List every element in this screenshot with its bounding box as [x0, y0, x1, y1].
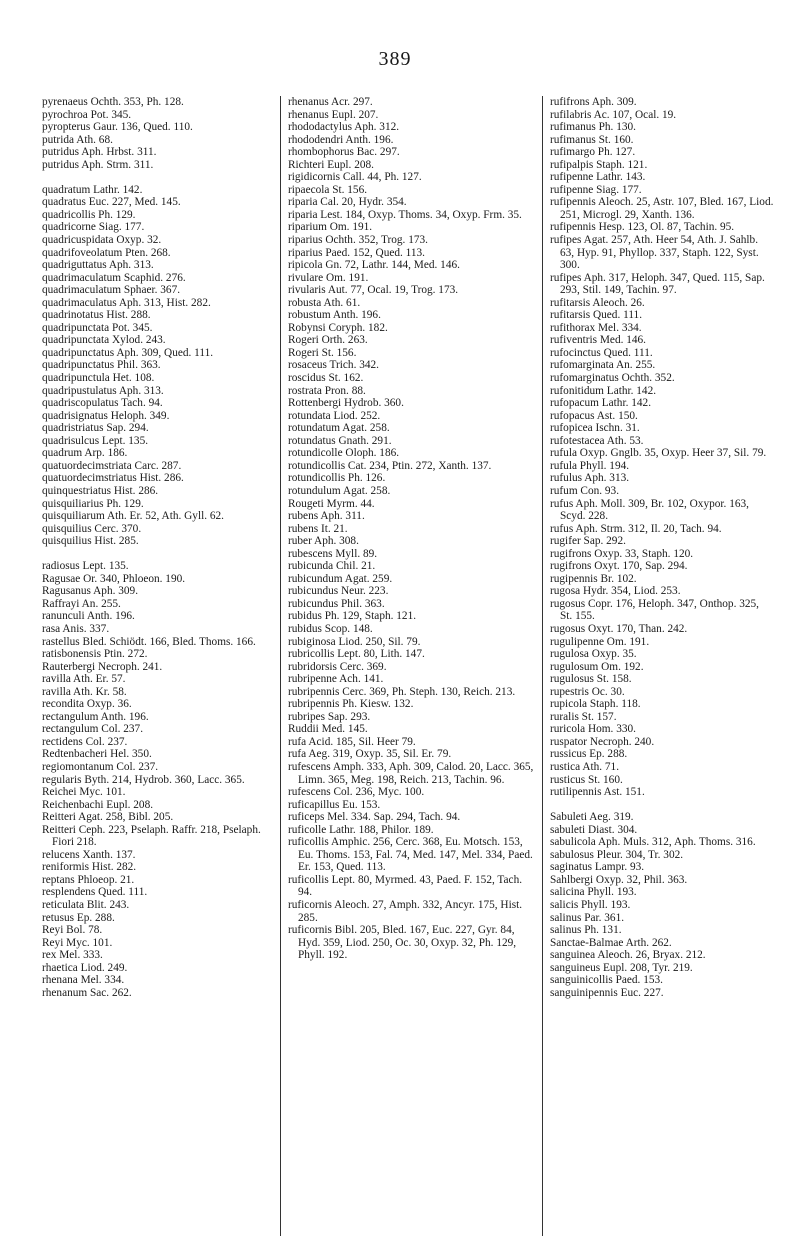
index-entry: salinus Par. 361.: [550, 911, 625, 924]
index-entry: regiomontanum Col. 237.: [42, 760, 159, 773]
section-gap: [550, 799, 774, 812]
index-entry: rustica Ath. 71.: [550, 760, 620, 773]
index-entry: riparium Om. 191.: [288, 221, 373, 234]
index-entry: pyrenaeus Ochth. 353, Ph. 128.: [42, 96, 184, 108]
index-entry: quadrimaculatum Sphaer. 367.: [42, 284, 181, 297]
index-entry: rhenanus Acr. 297.: [288, 96, 373, 108]
index-entry: Ragusanus Aph. 309.: [42, 585, 139, 598]
index-entry: quinquestriatus Hist. 286.: [42, 484, 159, 497]
index-entry: rhododactylus Aph. 312.: [288, 121, 400, 134]
index-entry: quadrinotatus Hist. 288.: [42, 309, 151, 322]
index-entry: rubescens Myll. 89.: [288, 547, 378, 560]
index-entry: rubridorsis Cerc. 369.: [288, 660, 387, 673]
index-entry: rubidus Scop. 148.: [288, 622, 373, 635]
index-entry: rubripennis Ph. Kiesw. 132.: [288, 698, 414, 711]
index-entry: rufipennis Aleoch. 25, Astr. 107, Bled. 167, Liod. 251, Microgl. 29, Xanth. 136.: [550, 196, 774, 221]
index-entry: Reitteri Agat. 258, Bibl. 205.: [42, 811, 174, 824]
index-entry: Rauterbergi Necroph. 241.: [42, 660, 163, 673]
index-entry: rufa Acid. 185, Sil. Heer 79.: [288, 735, 416, 748]
index-entry: Ruddii Med. 145.: [288, 723, 368, 736]
index-entry: Rougeti Myrm. 44.: [288, 497, 375, 510]
index-entry: rufula Phyll. 194.: [550, 459, 630, 472]
index-entry: quatuordecimstriata Carc. 287.: [42, 459, 182, 472]
index-entry: rufotestacea Ath. 53.: [550, 434, 644, 447]
index-entry: rivulare Om. 191.: [288, 271, 369, 284]
index-entry: rectidens Col. 237.: [42, 735, 128, 748]
index-entry: ratisbonensis Ptin. 272.: [42, 648, 148, 661]
index-entry: quisquilius Cerc. 370.: [42, 522, 142, 535]
index-entry: sanguineus Eupl. 208, Tyr. 219.: [550, 961, 693, 974]
index-entry: quadripunctata Pot. 345.: [42, 321, 153, 334]
index-entry: rufus Aph. Moll. 309, Br. 102, Oxypor. 163, Scyd. 228.: [550, 497, 749, 523]
index-entry: ruficollis Lept. 80, Myrmed. 43, Paed. F. 152, Tach. 94.: [288, 873, 523, 899]
index-entry: Sanctae-Balmae Arth. 262.: [550, 936, 672, 949]
index-entry: reptans Phloeop. 21.: [42, 873, 135, 886]
index-entry: rubicundum Agat. 259.: [288, 572, 393, 585]
index-entry: quadrum Arp. 186.: [42, 447, 128, 460]
index-entry: quadricuspidata Oxyp. 32.: [42, 234, 162, 247]
index-entry: ruficollis Amphic. 256, Cerc. 368, Eu. Motsch. 153, Eu. Thoms. 153, Fal. 74, Med. 147, Mel. 334, Paed. Er. 153, Qued. 113.: [288, 836, 533, 874]
section-gap: [42, 171, 274, 184]
column-divider: [280, 96, 281, 1236]
index-entry: salicis Phyll. 193.: [550, 899, 631, 911]
index-entry: rufum Con. 93.: [550, 484, 620, 497]
index-entry: rigidicornis Call. 44, Ph. 127.: [288, 171, 422, 184]
index-entry: rugulipenne Om. 191.: [550, 635, 650, 648]
index-column-3: [550, 96, 774, 999]
index-entry: riparius Paed. 152, Qued. 113.: [288, 246, 426, 259]
index-entry: rubripennis Cerc. 369, Ph. Steph. 130, Reich. 213.: [288, 685, 516, 698]
index-entry: rotundata Liod. 252.: [288, 409, 381, 422]
index-entry: ruricola Hom. 330.: [550, 723, 636, 736]
index-entry: rotundicollis Cat. 234, Ptin. 272, Xanth. 137.: [288, 459, 492, 472]
section-gap: [42, 548, 274, 561]
index-entry: quadrimaculatum Scaphid. 276.: [42, 271, 186, 284]
index-entry: quadrifoveolatum Pten. 268.: [42, 246, 171, 259]
index-entry: rubiginosa Liod. 250, Sil. 79.: [288, 635, 421, 648]
index-entry: rufopacus Ast. 150.: [550, 409, 638, 422]
index-entry: Redtenbacheri Hel. 350.: [42, 748, 152, 761]
index-entry: rupicola Staph. 118.: [550, 698, 641, 711]
index-entry: riparia Lest. 184, Oxyp. Thoms. 34, Oxyp. Frm. 35.: [288, 208, 522, 221]
index-entry: rufimanus St. 160.: [550, 133, 634, 146]
index-entry: robusta Ath. 61.: [288, 296, 361, 309]
index-entry: quadripustulatus Aph. 313.: [42, 384, 164, 397]
index-entry: reticulata Blit. 243.: [42, 899, 130, 911]
index-entry: pyrochroa Pot. 345.: [42, 108, 132, 121]
index-entry: quadricollis Ph. 129.: [42, 208, 136, 221]
index-entry: rufimanus Ph. 130.: [550, 121, 636, 134]
index-entry: rupestris Oc. 30.: [550, 685, 625, 698]
index-entry: rufiventris Med. 146.: [550, 334, 647, 347]
index-column-2: [288, 96, 534, 962]
index-entry: Rottenbergi Hydrob. 360.: [288, 397, 404, 410]
index-entry: rufa Aeg. 319, Oxyp. 35, Sil. Er. 79.: [288, 748, 452, 761]
index-entry: quadriscopulatus Tach. 94.: [42, 397, 163, 410]
index-entry: rubripenne Ach. 141.: [288, 673, 384, 686]
index-entry: rufomarginatus Ochth. 352.: [550, 372, 675, 385]
index-entry: rugipennis Br. 102.: [550, 572, 637, 585]
index-entry: ruficolle Lathr. 188, Philor. 189.: [288, 823, 434, 836]
index-entry: rhenana Mel. 334.: [42, 974, 125, 987]
index-entry: pyropterus Gaur. 136, Qued. 110.: [42, 121, 193, 134]
index-entry: ruficapillus Eu. 153.: [288, 798, 381, 811]
index-entry: rufilabris Ac. 107, Ocal. 19.: [550, 108, 677, 121]
page-number: 389: [378, 48, 412, 70]
index-entry: quadripunctatus Phil. 363.: [42, 359, 161, 372]
index-entry: rugosus Oxyt. 170, Than. 242.: [550, 622, 688, 635]
index-entry: rufipenne Siag. 177.: [550, 183, 642, 196]
index-entry: Sahlbergi Oxyp. 32, Phil. 363.: [550, 873, 688, 886]
index-entry: ruralis St. 157.: [550, 710, 617, 723]
index-entry: sabuleti Diast. 304.: [550, 823, 638, 836]
index-entry: ripicola Gn. 72, Lathr. 144, Med. 146.: [288, 259, 460, 272]
index-entry: rufopacum Lathr. 142.: [550, 397, 652, 410]
index-entry: rhenanus Eupl. 207.: [288, 108, 379, 121]
index-entry: salicina Phyll. 193.: [550, 886, 637, 899]
index-entry: ravilla Ath. Er. 57.: [42, 673, 126, 686]
index-entry: rectangulum Anth. 196.: [42, 710, 149, 723]
index-entry: reniformis Hist. 282.: [42, 861, 137, 874]
index-entry: rotundatus Gnath. 291.: [288, 434, 392, 447]
index-entry: salinus Ph. 131.: [550, 924, 622, 937]
index-entry: quadrisulcus Lept. 135.: [42, 434, 149, 447]
index-entry: rufescens Col. 236, Myc. 100.: [288, 786, 425, 799]
index-entry: Rogeri St. 156.: [288, 346, 357, 359]
index-entry: riparius Ochth. 352, Trog. 173.: [288, 234, 428, 247]
index-entry: sabulosus Pleur. 304, Tr. 302.: [550, 848, 684, 861]
index-entry: rectangulum Col. 237.: [42, 723, 144, 736]
index-entry: rubicundus Neur. 223.: [288, 585, 389, 598]
index-entry: Raffrayi An. 255.: [42, 597, 121, 610]
index-entry: rubens Aph. 311.: [288, 510, 365, 523]
index-entry: rufipenne Lathr. 143.: [550, 171, 646, 184]
index-entry: robustum Anth. 196.: [288, 309, 381, 322]
index-entry: quadripunctata Xylod. 243.: [42, 334, 166, 347]
index-entry: quisquiliarius Ph. 129.: [42, 497, 144, 510]
index-entry: regularis Byth. 214, Hydrob. 360, Lacc. 365.: [42, 773, 245, 786]
index-entry: rotundatum Agat. 258.: [288, 422, 390, 435]
index-entry: rufula Oxyp. Gnglb. 35, Oxyp. Heer 37, Sil. 79.: [550, 447, 767, 460]
index-entry: rotundulum Agat. 258.: [288, 484, 391, 497]
index-column-1: [42, 96, 274, 999]
index-entry: rufescens Amph. 333, Aph. 309, Calod. 20, Lacc. 365, Limn. 365, Meg. 198, Reich. 213, Tachin. 96.: [288, 760, 534, 786]
index-entry: ruficeps Mel. 334. Sap. 294, Tach. 94.: [288, 811, 461, 824]
index-entry: ruficornis Bibl. 205, Bled. 167, Euc. 227, Gyr. 84, Hyd. 359, Liod. 250, Oc. 30, Oxyp. 32, Ph. 129, Phyll. 192.: [288, 924, 517, 962]
index-entry: rhaetica Liod. 249.: [42, 961, 128, 974]
index-entry: rufipes Aph. 317, Heloph. 347, Qued. 115, Sap. 293, Stil. 149, Tachin. 97.: [550, 271, 765, 297]
index-entry: quadricorne Siag. 177.: [42, 221, 145, 234]
index-entry: rostrata Pron. 88.: [288, 384, 366, 397]
index-entry: rugifrons Oxyp. 33, Staph. 120.: [550, 547, 694, 560]
index-entry: rufulus Aph. 313.: [550, 472, 630, 485]
index-entry: rastellus Bled. Schiödt. 166, Bled. Thoms. 166.: [42, 635, 256, 648]
index-entry: recondita Oxyp. 36.: [42, 698, 132, 711]
index-entry: sanguinea Aleoch. 26, Bryax. 212.: [550, 949, 706, 962]
index-entry: rufomarginata An. 255.: [550, 359, 656, 372]
index-entry: rufifrons Aph. 309.: [550, 96, 637, 108]
index-entry: ruspator Necroph. 240.: [550, 735, 655, 748]
index-entry: quadratum Lathr. 142.: [42, 183, 143, 196]
index-entry: quadripunctula Het. 108.: [42, 372, 155, 385]
index-entry: rex Mel. 333.: [42, 949, 103, 962]
index-entry: Richteri Eupl. 208.: [288, 158, 374, 171]
index-entry: rusticus St. 160.: [550, 773, 623, 786]
index-entry: Rogeri Orth. 263.: [288, 334, 368, 347]
index-entry: rufocinctus Qued. 111.: [550, 346, 653, 359]
index-entry: rivularis Aut. 77, Ocal. 19, Trog. 173.: [288, 284, 459, 297]
index-entry: ruficornis Aleoch. 27, Amph. 332, Ancyr. 175, Hist. 285.: [288, 899, 523, 924]
index-entry: rufipennis Hesp. 123, Ol. 87, Tachin. 95.: [550, 221, 735, 234]
index-entry: rubidus Ph. 129, Staph. 121.: [288, 610, 417, 623]
index-entry: rosaceus Trich. 342.: [288, 359, 379, 372]
index-entry: sabulicola Aph. Muls. 312, Aph. Thoms. 316.: [550, 836, 756, 849]
index-entry: putridus Aph. Hrbst. 311.: [42, 146, 157, 159]
index-entry: Reyi Bol. 78.: [42, 924, 103, 937]
index-entry: Robynsi Coryph. 182.: [288, 321, 388, 334]
index-entry: quisquiliarum Ath. Er. 52, Ath. Gyll. 62.: [42, 510, 225, 523]
index-entry: quadripunctatus Aph. 309, Qued. 111.: [42, 346, 214, 359]
index-entry: rasa Anis. 337.: [42, 622, 110, 635]
index-entry: ripaecola St. 156.: [288, 183, 368, 196]
index-entry: rubens It. 21.: [288, 522, 348, 535]
index-entry: ruber Aph. 308.: [288, 535, 359, 548]
index-entry: Reichei Myc. 101.: [42, 786, 126, 799]
index-entry: resplendens Qued. 111.: [42, 886, 148, 899]
index-entry: retusus Ep. 288.: [42, 911, 115, 924]
index-entry: rubripes Sap. 293.: [288, 710, 371, 723]
index-entry: rugulosa Oxyp. 35.: [550, 648, 637, 661]
index-entry: radiosus Lept. 135.: [42, 560, 129, 573]
index-entry: quadrisignatus Heloph. 349.: [42, 409, 170, 422]
index-entry: sanguinipennis Euc. 227.: [550, 986, 664, 999]
index-entry: riparia Cal. 20, Hydr. 354.: [288, 196, 407, 209]
index-entry: rugulosum Om. 192.: [550, 660, 644, 673]
index-entry: rufitarsis Aleoch. 26.: [550, 296, 645, 309]
index-entry: rufipalpis Staph. 121.: [550, 158, 648, 171]
index-entry: Reyi Myc. 101.: [42, 936, 113, 949]
index-entry: quadristriatus Sap. 294.: [42, 422, 149, 435]
index-entry: Ragusae Or. 340, Phloeon. 190.: [42, 572, 186, 585]
index-entry: sanguinicollis Paed. 153.: [550, 974, 663, 987]
index-entry: rubicundus Phil. 363.: [288, 597, 385, 610]
index-entry: russicus Ep. 288.: [550, 748, 628, 761]
index-entry: rugifrons Oxyt. 170, Sap. 294.: [550, 560, 688, 573]
index-entry: putrida Ath. 68.: [42, 133, 113, 146]
index-entry: quadrimaculatus Aph. 313, Hist. 282.: [42, 296, 211, 309]
index-entry: rugulosus St. 158.: [550, 673, 632, 686]
index-entry: relucens Xanth. 137.: [42, 848, 136, 861]
index-entry: rugosus Copr. 176, Heloph. 347, Onthop. 325, St. 155.: [550, 597, 759, 623]
index-entry: rubricollis Lept. 80, Lith. 147.: [288, 648, 425, 661]
index-entry: rotundicolle Oloph. 186.: [288, 447, 400, 460]
index-entry: ranunculi Anth. 196.: [42, 610, 135, 623]
index-entry: rhenanum Sac. 262.: [42, 986, 132, 999]
index-entry: rhombophorus Bac. 297.: [288, 146, 400, 159]
index-entry: putridus Aph. Strm. 311.: [42, 158, 154, 171]
index-entry: quadriguttatus Aph. 313.: [42, 259, 154, 272]
index-entry: rufitarsis Qued. 111.: [550, 309, 643, 322]
index-entry: quatuordecimstriatus Hist. 286.: [42, 472, 184, 485]
index-entry: rugifer Sap. 292.: [550, 535, 626, 548]
index-entry: rhododendri Anth. 196.: [288, 133, 394, 146]
index-entry: Sabuleti Aeg. 319.: [550, 811, 634, 824]
index-entry: Reitteri Ceph. 223, Pselaph. Raffr. 218, Pselaph. Fiori 218.: [42, 823, 261, 849]
index-entry: Reichenbachi Eupl. 208.: [42, 798, 154, 811]
index-entry: rubicunda Chil. 21.: [288, 560, 376, 573]
index-entry: quisquilius Hist. 285.: [42, 535, 139, 548]
index-entry: rufipes Agat. 257, Ath. Heer 54, Ath. J. Sahlb. 63, Hyp. 91, Phyllop. 337, Staph. 122, Syst. 300.: [550, 234, 759, 272]
index-entry: rufimargo Ph. 127.: [550, 146, 636, 159]
index-entry: rotundicollis Ph. 126.: [288, 472, 386, 485]
index-entry: ravilla Ath. Kr. 58.: [42, 685, 127, 698]
index-entry: saginatus Lampr. 93.: [550, 861, 645, 874]
index-entry: rutilipennis Ast. 151.: [550, 786, 645, 799]
index-entry: rugosa Hydr. 354, Liod. 253.: [550, 585, 681, 598]
index-entry: roscidus St. 162.: [288, 372, 364, 385]
index-entry: rufonitidum Lathr. 142.: [550, 384, 657, 397]
index-entry: rufus Aph. Strm. 312, Il. 20, Tach. 94.: [550, 522, 722, 535]
index-entry: rufithorax Mel. 334.: [550, 321, 642, 334]
index-entry: rufopicea Ischn. 31.: [550, 422, 640, 435]
column-divider: [542, 96, 543, 1236]
index-entry: quadratus Euc. 227, Med. 145.: [42, 196, 181, 209]
